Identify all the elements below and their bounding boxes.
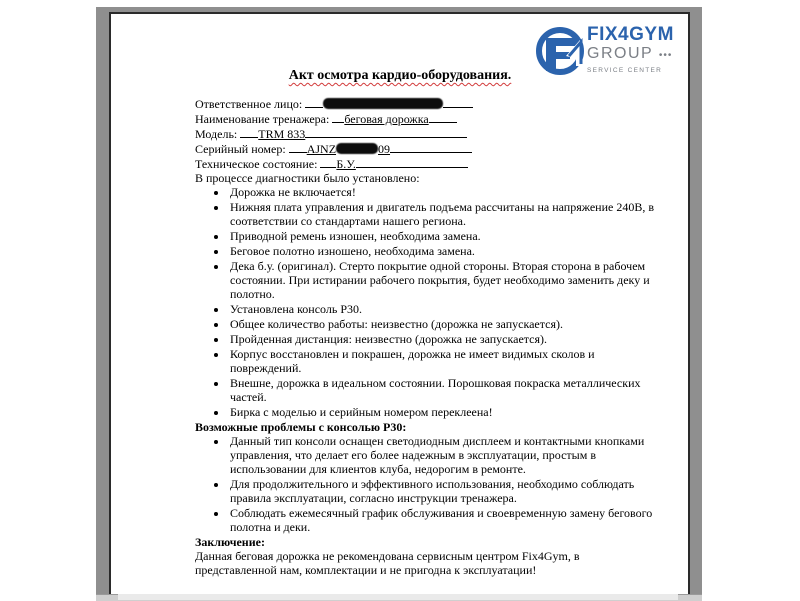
list-item: • Внешне, дорожка в идеальном состоянии. Порошковая покраска металлических частей.: [228, 376, 655, 404]
responsible-field: [195, 96, 655, 111]
list-item: • Дека б.у. (оригинал). Стерто покрытие одной стороны. Вторая сторона в рабочем состоянии. При истирании рабочего покрытия, будет необходимо заменить деку и полотно.: [228, 259, 655, 301]
problems-heading: Возможные проблемы с консолью P30:: [195, 420, 407, 434]
list-item: • Установлена консоль P30.: [228, 302, 655, 316]
conclusion-heading: Заключение:: [195, 535, 265, 549]
model-field: [195, 126, 655, 141]
serial-suffix: 09: [378, 142, 391, 156]
responsible-label: Ответственное лицо:: [195, 97, 303, 111]
document-body: [195, 96, 655, 577]
logo-group: GROUP: [587, 45, 653, 62]
list-item: • Для продолжительного и эффективного использования, необходимо соблюдать правила эксплуатации, согласно инструкции тренажера.: [228, 477, 655, 505]
list-item: • Данный тип консоли оснащен светодиодным дисплеем и контактными кнопками управления, что делает его более надежным в эксплуатации, простым в использовании для клиентов клуба, недорогим в ремонте.: [228, 434, 655, 476]
list-item: • Дорожка не включается!: [228, 185, 655, 199]
serial-label: Серийный номер:: [195, 142, 286, 156]
serial-prefix: AJNZ: [306, 142, 337, 156]
serial-field: [195, 141, 655, 156]
diagnostics-list: [195, 185, 655, 419]
model-label: Модель:: [195, 127, 238, 141]
conclusion-text: Данная беговая дорожка не рекомендована сервисным центром Fix4Gym, в представленной нам, комплектации и не пригодна к эксплуатации!: [195, 549, 580, 577]
condition-field: [195, 156, 655, 171]
list-item: • Общее количество работы: неизвестно (дорожка не запускается).: [228, 317, 655, 331]
model-value: TRM 833: [258, 127, 306, 141]
logo-tagline: SERVICE CENTER: [587, 67, 663, 74]
condition-label: Техническое состояние:: [195, 157, 318, 171]
list-item: • Пройденная дистанция: неизвестно (дорожка не запускается).: [228, 332, 655, 346]
redacted-serial: [336, 143, 378, 154]
list-item: • Приводной ремень изношен, необходима замена.: [228, 229, 655, 243]
problems-list: [195, 434, 655, 534]
equipment-value: беговая дорожка: [344, 112, 429, 126]
logo-dots-icon: •••: [658, 50, 673, 61]
equipment-field: [195, 111, 655, 126]
condition-value: Б.У.: [336, 157, 356, 171]
document-title: Акт осмотра кардио-оборудования.: [288, 68, 512, 83]
equipment-label: Наименование тренажера:: [195, 112, 330, 126]
list-item: • Соблюдать ежемесячный график обслуживания и своевременную замену бегового полотна и деки.: [228, 506, 655, 534]
redacted-name: [323, 98, 443, 109]
scrollbar-track[interactable]: [118, 594, 678, 600]
list-item: • Беговое полотно изношено, необходима замена.: [228, 244, 655, 258]
logo-brand: FIX4GYM: [587, 24, 674, 45]
list-item: • Корпус восстановлен и покрашен, дорожка не имеет видимых сколов и повреждений.: [228, 347, 655, 375]
diagnostics-intro: В процессе диагностики было установлено:: [195, 171, 420, 185]
list-item: • Нижняя плата управления и двигатель подъема рассчитаны на напряжение 240В, в соответствии со стандартами нашего региона.: [228, 200, 655, 228]
list-item: • Бирка с моделью и серийным номером переклеена!: [228, 405, 655, 419]
